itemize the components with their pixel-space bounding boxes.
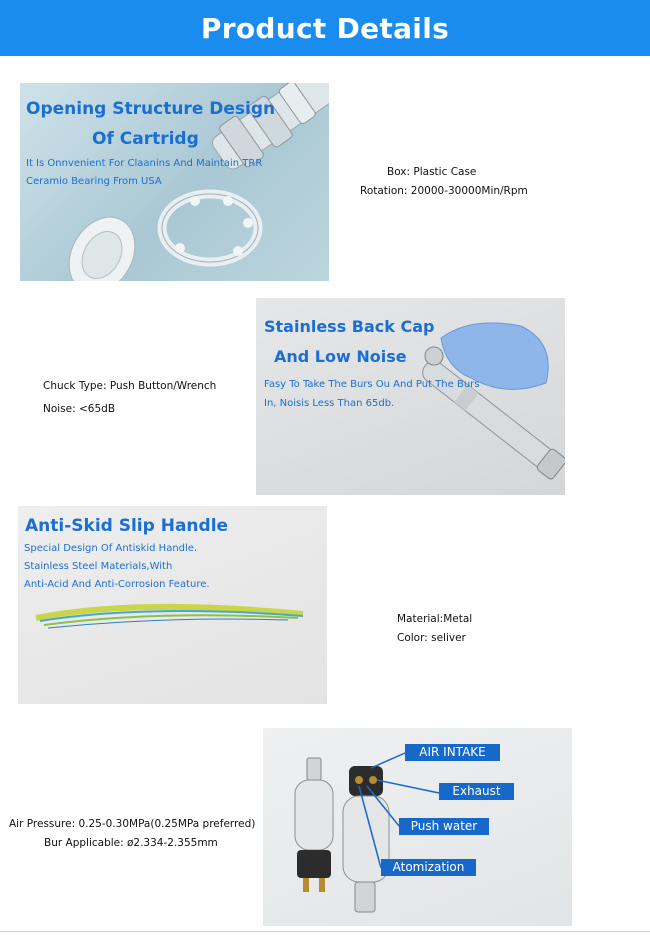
spec-item: Rotation: 20000-30000Min/Rpm xyxy=(360,185,528,197)
spec-item: Box: Plastic Case xyxy=(387,166,477,178)
section-title-line2: Of Cartridg xyxy=(92,129,199,149)
section-title: Stainless Back Cap xyxy=(264,317,435,336)
spec-list xyxy=(360,163,528,201)
section-description: Stainless Steel Materials,With xyxy=(24,561,173,572)
back-cap-image-panel xyxy=(256,298,565,495)
section-description: Special Design Of Antiskid Handle. xyxy=(24,543,198,554)
handle-image-panel xyxy=(18,506,327,704)
spec-item: Chuck Type: Push Button/Wrench xyxy=(43,380,217,392)
cartridge-image-panel xyxy=(20,83,329,281)
callout-exhaust: Exhaust xyxy=(439,783,514,800)
section-description: Anti-Acid And Anti-Corrosion Feature. xyxy=(24,579,210,590)
spec-item: Color: seliver xyxy=(397,632,466,644)
section-title: Opening Structure Design xyxy=(26,99,276,119)
callout-air-intake: AIR INTAKE xyxy=(405,744,500,761)
spec-item: Material:Metal xyxy=(397,613,473,625)
section-title-line2: And Low Noise xyxy=(274,347,407,366)
coupler-image-panel xyxy=(263,728,572,926)
spec-list xyxy=(43,375,216,421)
section-title: Anti-Skid Slip Handle xyxy=(25,516,229,536)
page-title: Product Details xyxy=(200,11,450,45)
spec-item: Noise: <65dB xyxy=(43,403,116,415)
section-description: Fasy To Take The Burs Ou And Put The Burs xyxy=(264,379,480,390)
wave-decoration xyxy=(18,506,327,704)
spec-item: Bur Applicable: ø2.334-2.355mm xyxy=(44,837,218,849)
divider xyxy=(0,931,650,932)
section-description: It Is Onnvenient For Claanins And Maintain TRR xyxy=(26,158,263,169)
callout-push-water: Push water xyxy=(399,818,489,835)
callout-atomization: Atomization xyxy=(381,859,476,876)
section-description: In, Noisis Less Than 65db. xyxy=(264,398,395,409)
section-description: Ceramio Bearing From USA xyxy=(26,176,162,187)
page-header xyxy=(0,0,650,56)
spec-item: Air Pressure: 0.25-0.30MPa(0.25MPa preferred) xyxy=(9,818,256,830)
spec-list xyxy=(9,815,255,853)
spec-list xyxy=(397,610,472,648)
